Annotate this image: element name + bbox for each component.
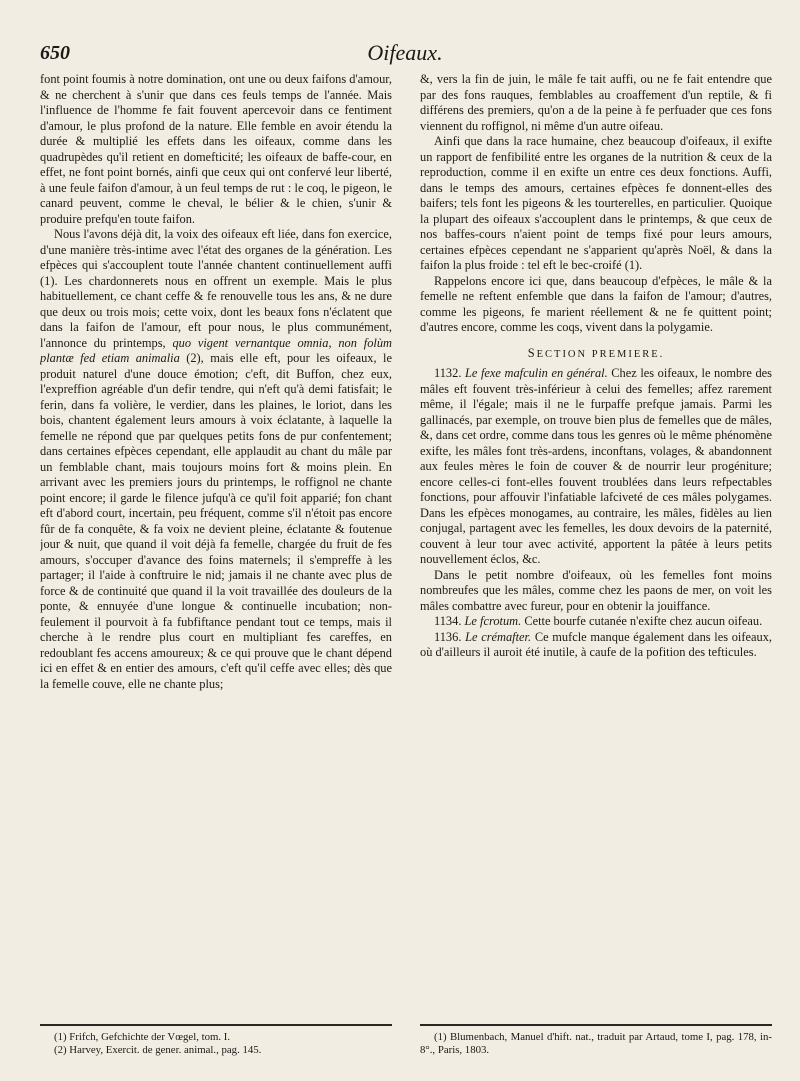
- text-columns: [40, 72, 770, 1057]
- footnote: (1) Frifch, Gefchichte der Vœgel, tom. I.: [54, 1031, 231, 1043]
- article-title: Le crémafter.: [465, 629, 532, 644]
- article-text: Cette bourfe cutanée n'exifte chez aucun oifeau.: [524, 614, 763, 628]
- page-number: 650: [40, 42, 70, 64]
- paragraph: Ainfi que dans la race humaine, chez beaucoup d'oifeaux, il exifte un rapport de fenfibilité entre les organes de la nutrition & ceux de la reproduction, comme il en exifte un entre ces deux fonctions. Auffi, dans le temps des amours, certaines efpèces fe donnent-elles des baifers; tels font les pigeons & les tourterelles, en particulier. Quoique la plupart des oifeaux s'accouplent dans le printemps, & que ceux de nos baffes-cours n'aient point de temps fixé pour leurs amours, certaines efpèces cependant ne s'apparient qu'après Noël, & dans la faifon la plus froide : tel eft le bec-croifé (1).: [420, 134, 772, 272]
- article-text: Chez les oifeaux, le nombre des mâles eft fouvent très-inférieur à celui des femelles; affez rarement même, il l'égale; mais il ne le furpaffe prefque jamais. Parmi les gallinacés, par exemple, on trouve bien plus de femelles que de mâles, &, dans cet ordre, comme dans tous les genres où le même phénomène exifte, les mâles font très-ardens, inconftans, volages, & abandonnent aux feules mères le foin de couver & de nourrir leur progéniture; encore celles-ci font-elles fouvent troublées dans leurs refpectables fonctions, pour affouvir l'infatiable lafciveté de ces mâles polygames. Dans les efpèces monogames, au contraire, les mâles, fidèles au lien conjugal, partagent avec les femelles, les doux devoirs de la paternité, couvent à leur tour avec activité, apportent la pâtée à leurs petits nouvellement éclos, &c.: [420, 366, 772, 566]
- running-title: Oifeaux.: [367, 40, 443, 65]
- latin-quote: quo vigent vernantque omnia, non folùm plantæ fed etiam animalia: [40, 335, 392, 365]
- footnote-rule: [40, 1024, 392, 1026]
- article-1136: [420, 630, 772, 661]
- section-heading-text: ECTION PREMIERE.: [536, 348, 665, 360]
- paragraph: Dans le petit nombre d'oifeaux, où les femelles font moins nombreufes que les mâles, comme chez les paons de mer, on voit les mâles combattre avec fureur, pour en obtenir la jouiffance.: [420, 567, 772, 613]
- footnotes-left: [40, 1024, 392, 1057]
- footnote-rule: [420, 1024, 772, 1026]
- article-title: Le fexe mafculin en général.: [465, 366, 608, 380]
- section-heading-initial: S: [527, 345, 537, 360]
- article-text: Ce mufcle manque également dans les oifeaux, où d'ailleurs il auroit été inutile, à caufe de la pofition des tefticules.: [420, 629, 772, 659]
- paragraph-text: Nous l'avons déjà dit, la voix des oifeaux eft liée, dans fon exercice, d'une manière très-intime avec l'état des organes de la génération. Les efpèces qui s'accouplent toute l'année chantent continuellement auffi (1). Les chardonnerets nous en offrent un exemple. Mais le plus habituellement, ce chant ceffe & fe renouvelle tous les ans, & ne dure que deux ou trois mois; cette voix, dont les beaux fons n'éclatent que dans la faifon de l'amour, eft pour nous, le plus communément, l'annonce du printemps,: [40, 227, 392, 350]
- article-title: Le fcrotum.: [464, 614, 522, 628]
- article-number: 1132.: [434, 366, 462, 380]
- paragraph-text: (2), mais elle eft, pour les oifeaux, le produit naturel d'une douce émotion; c'eft, dit Buffon, chez eux, l'expreffion agréable d'un defir tendre, qui n'eft qu'à demi fatisfait; le ferin, dans fa volière, le verdier, dans les plaines, le loriot, dans les bois, chantent également leurs amours à voix éclatante, à laquelle la femelle ne répond que par quelques petits fons de pur confentement; dans certaines efpèces cependant, elle applaudit au chant du mâle par un femblable chant, mais toujours moins fort & moins plein. En arrivant avec les premiers jours du printemps, le roffignol ne chante point encore; il garde le filence jufqu'à ce qu'il foit apparié; fon chant eft d'abord court, incertain, peu fréquent, comme s'il n'étoit pas encore fûr de fa conquête, & fa voix ne devient pleine, éclatante & foutenue jour & nuit, que quand il voit déjà fa femelle, chargée du fruit de fes amours, s'occuper d'avance des foins maternels; il s'empreffe à les partager; il l'aide à conftruire le nid; jamais il ne chante avec plus de force & de continuité que quand il la voit travaillée des douleurs de la ponte, & ennuyée d'une longue & continuelle incubation; non-feulement il pourvoit à fa fubfiftance pendant tout ce temps, mais il cherche à le rendre plus court en multipliant fes careffes, en redoublant fes accens amoureux; & ce qui prouve que le chant dépend ici en effet & en entier des amours, c'eft qu'il ceffe avec elles; dès que la femelle couve, elle ne chante plus;: [40, 351, 392, 691]
- article-number: 1134.: [434, 614, 462, 628]
- article-1132: [420, 366, 772, 568]
- footnotes-right: [420, 1024, 772, 1057]
- section-heading: [420, 346, 772, 363]
- article-1134: [420, 614, 772, 630]
- left-column: [40, 72, 392, 1057]
- paragraph: Rappelons encore ici que, dans beaucoup d'efpèces, le mâle & la femelle ne reftent enfemble que dans la faifon de l'amour; d'autres, comme les pigeons, fe marient réellement & ne fe quittent point; d'autres encore, comme les coqs, vivent dans la polygamie.: [420, 273, 772, 334]
- article-number: 1136.: [434, 629, 462, 644]
- paragraph: &, vers la fin de juin, le mâle fe tait auffi, ou ne fe fait entendre que par des fons rauques, femblables au croaffement d'un reptile, & fi différens des premiers, qu'on a de la peine à fe perfuader que ces fons viennent du roffignol, ni même d'un autre oifeau.: [420, 72, 772, 133]
- paragraph: font point foumis à notre domination, ont une ou deux faifons d'amour, & ne cherchent à s'unir que dans ces feuls temps de l'année. Mais l'influence de l'homme fe fait fouvent apercevoir dans ce fentiment d'amour, le plus profond de la nature. Elle femble en avoir étendu la durée & multiplié les effets dans les oifeaux, comme dans les quadrupèdes qu'il retient en domefticité; les oifeaux de baffe-cour, en effet, ne font point bornés, ainfi que ceux qui ont confervé leur liberté, à une feule faifon d'amour, à un feul temps de rut : le coq, le pigeon, le canard peuvent, comme le cheval, le bélier & le chien, s'unir & produire prefqu'en toute faifon.: [40, 72, 392, 226]
- footnote: (2) Harvey, Exercit. de gener. animal., pag. 145.: [54, 1044, 262, 1056]
- footnote: (1) Blumenbach, Manuel d'hift. nat., traduit par Artaud, tome I, pag. 178, in-8°., Paris, 1803.: [420, 1031, 772, 1056]
- page-header: [40, 40, 770, 70]
- right-column: [420, 72, 772, 1057]
- paragraph: [40, 227, 392, 692]
